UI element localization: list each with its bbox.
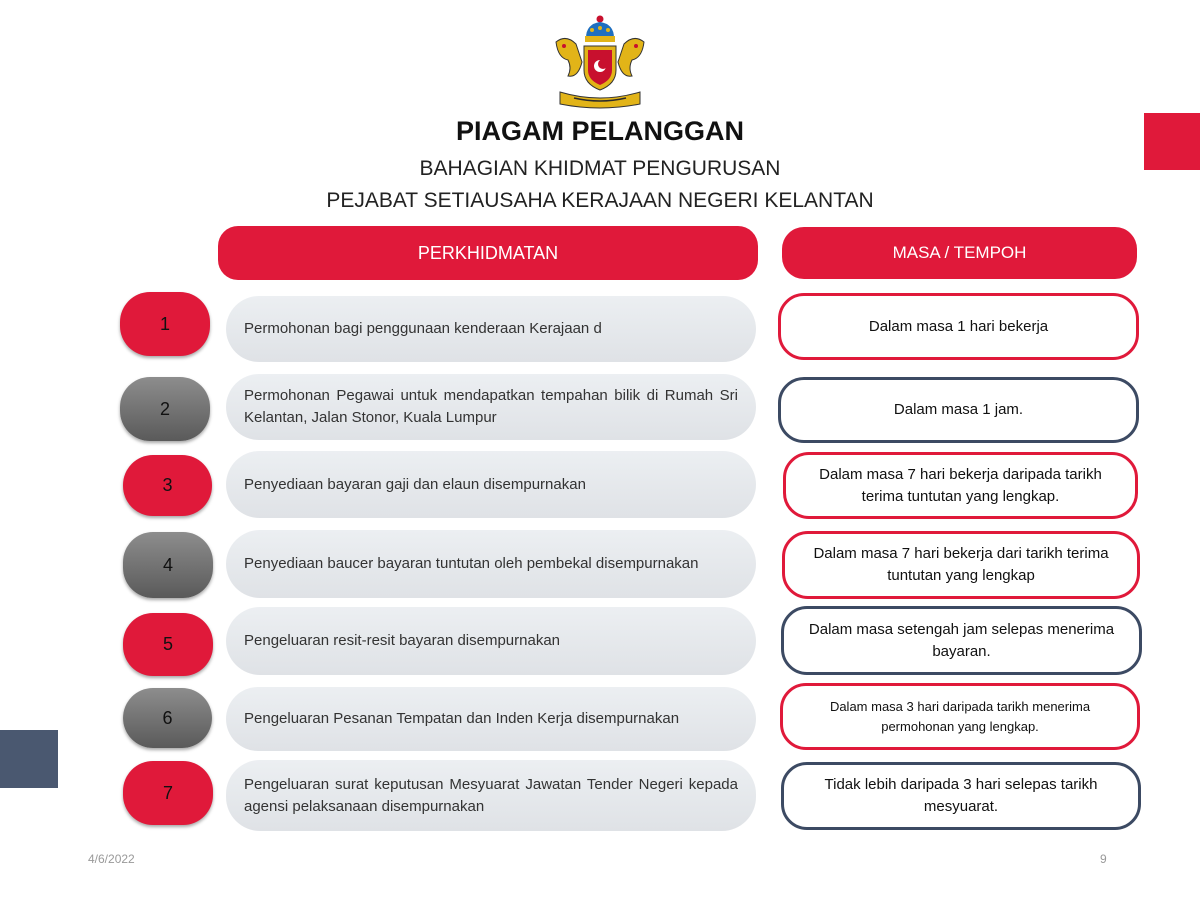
row-number-badge: 5 (123, 613, 213, 676)
service-text: Permohonan Pegawai untuk mendapatkan tempahan bilik di Rumah Sri Kelantan, Jalan Stonor, Kuala Lumpur (244, 387, 738, 426)
time-item: Dalam masa 1 jam. (778, 377, 1139, 443)
service-item (226, 760, 756, 831)
row-number-badge: 4 (123, 532, 213, 598)
page-subtitle-office: PEJABAT SETIAUSAHA KERAJAAN NEGERI KELANTAN (326, 189, 874, 212)
footer-date: 4/6/2022 (88, 852, 135, 866)
crest-icon (548, 12, 652, 112)
service-item (226, 451, 756, 518)
time-item: Dalam masa 7 hari bekerja daripada tarikh terima tuntutan yang lengkap. (783, 452, 1138, 519)
corner-accent-slate (0, 730, 58, 788)
service-item (226, 374, 756, 440)
service-text: Penyediaan bayaran gaji dan elaun disempurnakan (244, 475, 586, 493)
service-item (226, 687, 756, 751)
time-item: Dalam masa 3 hari daripada tarikh menerima permohonan yang lengkap. (780, 683, 1140, 750)
row-number-badge: 6 (123, 688, 212, 748)
service-item (226, 296, 756, 362)
page-title: PIAGAM PELANGGAN (455, 116, 744, 146)
time-item: Tidak lebih daripada 3 hari selepas tarikh mesyuarat. (781, 762, 1141, 830)
service-text: Pengeluaran resit-resit bayaran disempurnakan (244, 632, 561, 649)
service-item (226, 607, 756, 675)
service-text: Pengeluaran surat keputusan Mesyuarat Jawatan Tender Negeri kepada agensi pelaksanaan disempurnakan (244, 775, 738, 815)
service-text: Pengeluaran Pesanan Tempatan dan Inden Kerja disempurnakan (244, 710, 680, 727)
service-text: Permohonan bagi penggunaan kenderaan Kerajaan d (244, 320, 602, 337)
column-header-service: PERKHIDMATAN (218, 226, 758, 280)
time-item: Dalam masa 1 hari bekerja (778, 293, 1139, 360)
time-item: Dalam masa setengah jam selepas menerima bayaran. (781, 606, 1142, 675)
service-item (226, 530, 756, 598)
row-number-badge: 1 (120, 292, 210, 356)
row-number-badge: 7 (123, 761, 213, 825)
service-text: Penyediaan baucer bayaran tuntutan oleh pembekal disempurnakan (244, 555, 699, 572)
page-subtitle-division: BAHAGIAN KHIDMAT PENGURUSAN (419, 157, 781, 180)
row-number-badge: 2 (120, 377, 210, 441)
page-number: 9 (1100, 852, 1107, 866)
column-header-time: MASA / TEMPOH (782, 227, 1137, 279)
time-item: Dalam masa 7 hari bekerja dari tarikh terima tuntutan yang lengkap (782, 531, 1140, 599)
row-number-badge: 3 (123, 455, 212, 516)
